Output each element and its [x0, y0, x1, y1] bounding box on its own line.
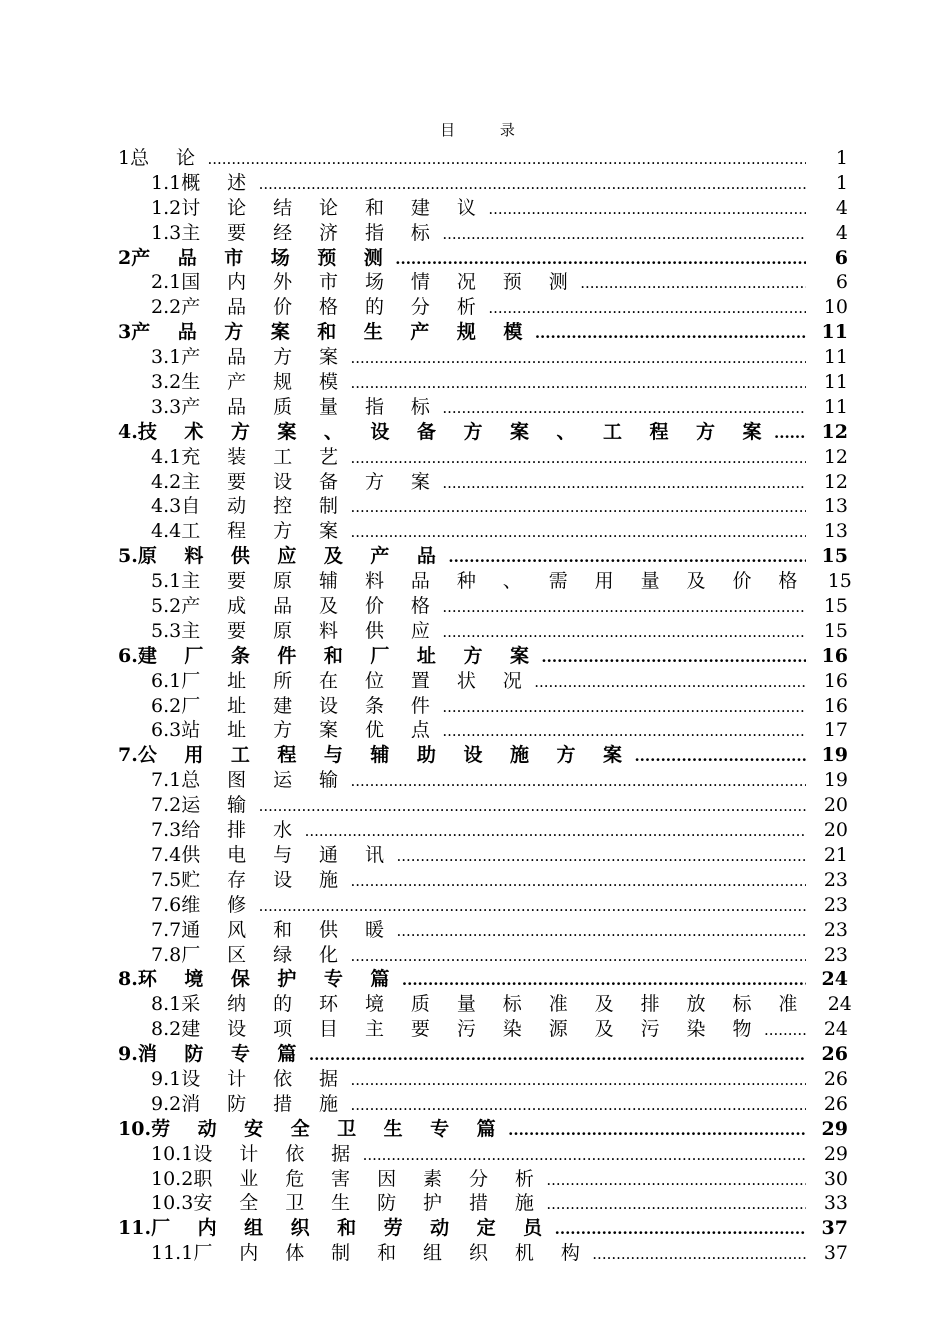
toc-section-entry[interactable] [118, 168, 848, 193]
toc-entry-title: 产 品 价 格 的 分 析 [181, 296, 487, 319]
toc-page-number: 16 [821, 644, 848, 667]
toc-page-number: 12 [823, 470, 848, 493]
toc-section-entry[interactable] [118, 591, 848, 616]
toc-page-number: 4 [835, 221, 848, 244]
toc-page-number: 37 [823, 1242, 848, 1265]
toc-entry-title: 劳 动 安 全 卫 生 专 篇 [151, 1117, 507, 1140]
toc-section-entry[interactable] [118, 218, 848, 243]
toc-section-entry[interactable] [118, 1089, 848, 1114]
toc-entry-number: 6. [118, 644, 138, 667]
toc-dot-leader [442, 222, 806, 244]
toc-entry-number: 6.3 [151, 719, 182, 742]
toc-page-number: 33 [823, 1192, 848, 1215]
toc-dot-leader [488, 296, 806, 318]
toc-chapter-entry[interactable] [118, 317, 848, 342]
toc-section-entry[interactable] [118, 566, 852, 593]
toc-section-entry[interactable] [118, 715, 848, 740]
toc-entry-title: 主 要 设 备 方 案 [181, 470, 441, 493]
toc-entry-number: 3.2 [151, 371, 182, 394]
toc-entry-title: 总 论 [130, 147, 206, 169]
toc-page-number: 13 [823, 520, 848, 543]
toc-page-number: 23 [823, 868, 848, 891]
toc-entry-title: 自 动 控 制 [181, 495, 349, 518]
toc-entry-number: 10.2 [151, 1167, 194, 1190]
toc-dot-leader [546, 1192, 806, 1214]
toc-dot-leader [259, 794, 806, 816]
toc-entry-title: 产 品 质 量 指 标 [181, 395, 441, 418]
toc-entry-title: 厂 区 绿 化 [181, 943, 349, 966]
toc-entry-title: 总 图 运 输 [181, 769, 349, 792]
toc-page-number: 26 [823, 1067, 848, 1090]
toc-entry-number: 2 [118, 246, 132, 269]
toc-page-number: 20 [823, 794, 848, 817]
toc-entry-number: 1.1 [151, 171, 182, 194]
toc-entry-title: 生 产 规 模 [181, 371, 349, 394]
toc-entry-title: 维 修 [181, 893, 257, 916]
toc-section-entry[interactable] [118, 765, 848, 790]
toc-dot-leader [402, 968, 806, 990]
toc-dot-leader [442, 396, 806, 418]
toc-dot-leader [396, 919, 806, 941]
toc-entry-title: 厂 内 体 制 和 组 织 机 构 [193, 1242, 591, 1265]
toc-dot-leader [395, 247, 806, 269]
toc-dot-leader [555, 1217, 806, 1239]
toc-entry-title: 技 术 方 案 、 设 备 方 案 、 工 程 方 案 [137, 420, 772, 443]
toc-entry-title: 产 品 市 场 预 测 [131, 246, 394, 269]
toc-dot-leader [259, 172, 806, 194]
toc-entry-number: 9.2 [151, 1092, 182, 1115]
toc-section-entry[interactable] [118, 790, 848, 815]
toc-section-entry[interactable] [118, 392, 848, 417]
toc-entry-number: 3.3 [151, 395, 182, 418]
toc-dot-leader [448, 545, 806, 567]
toc-page-number: 15 [827, 570, 852, 593]
toc-page-number: 4 [835, 196, 848, 219]
toc-dot-leader [534, 670, 806, 692]
toc-chapter-entry[interactable] [118, 964, 848, 989]
toc-section-entry[interactable] [118, 1139, 848, 1164]
toc-page-number: 11 [823, 371, 848, 394]
toc-entry-number: 4. [118, 420, 138, 443]
toc-section-entry[interactable] [118, 691, 848, 716]
toc-dot-leader [442, 471, 806, 493]
toc-section-entry[interactable] [118, 267, 848, 292]
toc-dot-leader [580, 271, 806, 293]
toc-chapter-entry[interactable] [118, 1213, 848, 1238]
toc-entry-number: 4.3 [151, 495, 182, 518]
toc-page-number: 24 [821, 968, 848, 991]
toc-section-entry[interactable] [118, 292, 848, 317]
toc-entry-number: 6.1 [151, 669, 182, 692]
toc-page-number: 26 [821, 1043, 848, 1066]
toc-page-number: 10 [823, 296, 848, 319]
toc-dot-leader [442, 620, 806, 642]
toc-dot-leader [351, 520, 807, 542]
toc-dot-leader [488, 197, 806, 219]
toc-entry-title: 采 纳 的 环 境 质 量 标 准 及 排 放 标 准 [181, 993, 808, 1016]
toc-entry-title: 充 装 工 艺 [181, 445, 349, 468]
toc-entry-title: 产 成 品 及 价 格 [181, 595, 441, 618]
toc-dot-leader [442, 595, 806, 617]
toc-entry-number: 7.4 [151, 843, 182, 866]
toc-entry-title: 建 设 项 目 主 要 污 染 源 及 污 染 物 [181, 1018, 762, 1041]
toc-page-number: 29 [821, 1117, 848, 1140]
toc-section-entry[interactable] [118, 491, 848, 516]
toc-dot-leader [207, 147, 806, 169]
toc-entry-title: 工 程 方 案 [181, 520, 349, 543]
toc-entry-title: 运 输 [181, 794, 257, 817]
toc-entry-number: 1.2 [151, 196, 182, 219]
toc-dot-leader [535, 321, 806, 343]
toc-section-entry[interactable] [118, 1188, 848, 1213]
toc-dot-leader [541, 645, 806, 667]
toc-dot-leader [351, 371, 807, 393]
toc-section-entry[interactable] [118, 666, 848, 691]
toc-page-number: 30 [823, 1167, 848, 1190]
toc-dot-leader [351, 495, 807, 517]
toc-page-number: 23 [823, 893, 848, 916]
toc-dot-leader [351, 1093, 807, 1115]
toc-entry-title: 安 全 卫 生 防 护 措 施 [193, 1192, 545, 1215]
toc-entry-title: 消 防 措 施 [181, 1092, 349, 1115]
toc-page-number: 12 [823, 445, 848, 468]
toc-page-number: 37 [821, 1217, 848, 1240]
toc-page-number: 1 [835, 171, 848, 194]
toc-dot-leader [396, 844, 806, 866]
toc-page-number: 12 [821, 420, 848, 443]
toc-entry-title: 厂 内 组 织 和 劳 动 定 员 [151, 1217, 553, 1240]
toc-page-number: 15 [823, 619, 848, 642]
toc-entry-number: 7. [118, 744, 138, 767]
toc-section-entry[interactable] [118, 915, 848, 940]
toc-entry-number: 3 [118, 321, 132, 344]
toc-entry-title: 给 排 水 [181, 819, 303, 842]
toc-entry-title: 主 要 原 料 供 应 [181, 619, 441, 642]
toc-entry-number: 8. [118, 968, 138, 991]
toc-entry-number: 1.3 [151, 221, 182, 244]
toc-page-number: 17 [823, 719, 848, 742]
toc-entry-title: 站 址 方 案 优 点 [181, 719, 441, 742]
toc-entry-title: 设 计 依 据 [193, 1142, 361, 1165]
toc-entry-number: 10.1 [151, 1142, 194, 1165]
toc-section-entry[interactable] [118, 865, 848, 890]
toc-section-entry[interactable] [118, 616, 848, 641]
toc-dot-leader [351, 446, 807, 468]
toc-page-number: 24 [827, 993, 852, 1016]
toc-entry-number: 7.6 [151, 893, 182, 916]
toc-entry-number: 10.3 [151, 1192, 194, 1215]
toc-section-entry[interactable] [118, 940, 848, 965]
toc-entry-number: 11. [118, 1217, 152, 1240]
toc-entry-number: 7.3 [151, 819, 182, 842]
toc-entry-number: 7.2 [151, 794, 182, 817]
toc-entry-title: 供 电 与 通 讯 [181, 843, 395, 866]
toc-section-entry[interactable] [118, 342, 848, 367]
toc-entry-title: 消 防 专 篇 [137, 1043, 307, 1066]
toc-entry-title: 设 计 依 据 [181, 1067, 349, 1090]
toc-entry-number: 5.1 [151, 570, 182, 593]
toc-page-number: 23 [823, 918, 848, 941]
toc-section-entry[interactable] [118, 1014, 848, 1039]
toc-page-number: 6 [834, 246, 848, 269]
toc-entry-title: 讨 论 结 论 和 建 议 [181, 196, 487, 219]
toc-entry-title: 国 内 外 市 场 情 况 预 测 [181, 271, 579, 294]
toc-section-entry[interactable] [118, 193, 848, 218]
toc-entry-number: 2.1 [151, 271, 182, 294]
toc-dot-leader [442, 695, 806, 717]
toc-entry-number: 8.1 [151, 993, 182, 1016]
toc-page-number: 13 [823, 495, 848, 518]
toc-dot-leader [351, 944, 807, 966]
toc-page-number: 11 [823, 395, 848, 418]
toc-section-entry[interactable] [118, 840, 848, 865]
toc-entry-number: 5.3 [151, 619, 182, 642]
toc-dot-leader [259, 894, 806, 916]
toc-page-number: 11 [821, 321, 848, 344]
toc-entry-number: 6.2 [151, 694, 182, 717]
table-of-contents [118, 143, 852, 1265]
toc-chapter-entry[interactable] [118, 1039, 848, 1064]
toc-entry-title: 产 品 方 案 [181, 346, 349, 369]
toc-entry-number: 5. [118, 545, 138, 568]
toc-entry-title: 产 品 方 案 和 生 产 规 模 [131, 321, 533, 344]
toc-entry-number: 2.2 [151, 296, 182, 319]
toc-page-number: 23 [823, 943, 848, 966]
toc-entry-number: 8.2 [151, 1018, 182, 1041]
toc-entry-title: 环 境 保 护 专 篇 [137, 968, 400, 991]
toc-page-number: 16 [823, 694, 848, 717]
toc-entry-title: 原 料 供 应 及 产 品 [137, 545, 447, 568]
toc-section-entry[interactable] [118, 367, 848, 392]
toc-entry-title: 主 要 经 济 指 标 [181, 221, 441, 244]
toc-page-number: 29 [823, 1142, 848, 1165]
toc-chapter-entry[interactable] [118, 740, 848, 765]
toc-chapter-entry[interactable] [118, 1114, 848, 1139]
toc-page-number: 16 [823, 669, 848, 692]
toc-entry-title: 主 要 原 辅 料 品 种 、 需 用 量 及 价 格 [181, 570, 808, 593]
toc-section-entry[interactable] [118, 516, 848, 541]
toc-entry-number: 3.1 [151, 346, 182, 369]
toc-entry-title: 厂 址 所 在 位 置 状 况 [181, 669, 533, 692]
toc-page-number: 24 [823, 1018, 848, 1041]
toc-entry-number: 9.1 [151, 1067, 182, 1090]
toc-section-entry[interactable] [118, 1064, 848, 1089]
toc-entry-number: 1 [118, 147, 131, 169]
toc-entry-title: 职 业 危 害 因 素 分 析 [193, 1167, 545, 1190]
toc-dot-leader [634, 744, 806, 766]
toc-section-entry[interactable] [118, 890, 848, 915]
toc-page-number: 21 [823, 843, 848, 866]
toc-entry-number: 9. [118, 1043, 138, 1066]
toc-dot-leader [546, 1168, 806, 1190]
toc-dot-leader [442, 719, 806, 741]
toc-dot-leader [305, 819, 806, 841]
toc-section-entry[interactable] [118, 989, 852, 1016]
toc-dot-leader [774, 421, 806, 443]
toc-entry-title: 公 用 工 程 与 辅 助 设 施 方 案 [137, 744, 633, 767]
toc-chapter-entry[interactable] [118, 541, 848, 566]
toc-page-number: 19 [823, 769, 848, 792]
toc-dot-leader [309, 1043, 806, 1065]
toc-chapter-entry[interactable] [118, 641, 848, 666]
toc-dot-leader [351, 1068, 807, 1090]
toc-dot-leader [764, 1018, 806, 1040]
toc-dot-leader [351, 769, 807, 791]
toc-entry-number: 4.4 [151, 520, 182, 543]
toc-section-entry[interactable] [118, 467, 848, 492]
toc-entry-title: 概 述 [181, 171, 257, 194]
toc-entry-number: 7.5 [151, 868, 182, 891]
toc-entry-title: 贮 存 设 施 [181, 868, 349, 891]
toc-section-entry[interactable] [118, 815, 848, 840]
toc-page-number: 26 [823, 1092, 848, 1115]
toc-page-number: 6 [835, 271, 848, 294]
toc-entry-number: 10. [118, 1117, 152, 1140]
toc-dot-leader [351, 869, 807, 891]
toc-entry-number: 7.1 [151, 769, 182, 792]
toc-entry-number: 11.1 [151, 1242, 194, 1265]
toc-section-entry[interactable] [118, 1164, 848, 1189]
toc-entry-title: 通 风 和 供 暖 [181, 918, 395, 941]
toc-entry-number: 4.1 [151, 445, 182, 468]
toc-chapter-entry[interactable] [118, 143, 848, 168]
toc-page-number: 15 [821, 545, 848, 568]
toc-section-entry[interactable] [118, 1238, 848, 1263]
toc-dot-leader [351, 346, 807, 368]
toc-title: 目 录 [440, 121, 535, 139]
toc-page-number: 15 [823, 595, 848, 618]
toc-section-entry[interactable] [118, 442, 848, 467]
toc-page-number: 19 [821, 744, 848, 767]
toc-chapter-entry[interactable] [118, 243, 848, 268]
toc-entry-number: 4.2 [151, 470, 182, 493]
toc-entry-number: 5.2 [151, 595, 182, 618]
toc-page-number: 11 [823, 346, 848, 369]
toc-entry-title: 厂 址 建 设 条 件 [181, 694, 441, 717]
toc-dot-leader [363, 1143, 806, 1165]
toc-entry-number: 7.8 [151, 943, 182, 966]
toc-dot-leader [508, 1118, 806, 1140]
toc-entry-title: 建 厂 条 件 和 厂 址 方 案 [137, 644, 540, 667]
toc-page-number: 1 [835, 147, 848, 169]
toc-page-number: 20 [823, 819, 848, 842]
toc-chapter-entry[interactable] [118, 417, 848, 442]
toc-entry-number: 7.7 [151, 918, 182, 941]
toc-dot-leader [592, 1242, 806, 1264]
